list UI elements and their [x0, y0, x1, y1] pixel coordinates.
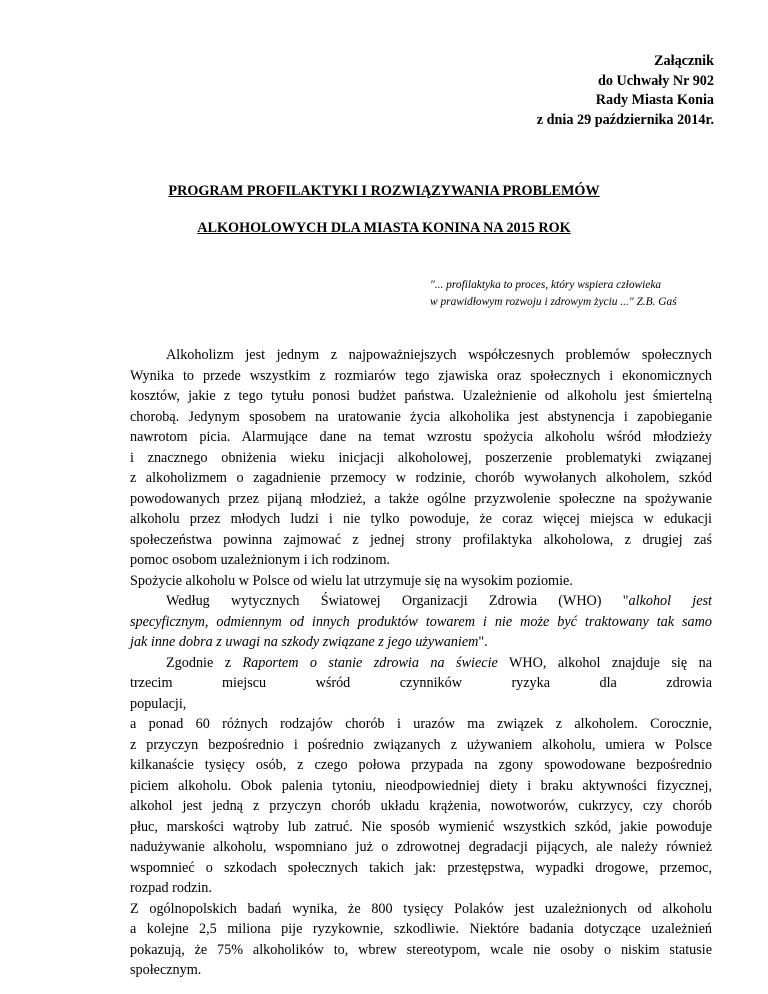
- emphasis-run: jak inne dobra z uwagi na szkody związane z jego używaniem: [130, 634, 479, 650]
- paragraph-1: [130, 345, 712, 571]
- text-line: rozpad rodzin.: [130, 880, 212, 896]
- resolution-date: z dnia 29 października 2014r.: [536, 111, 714, 128]
- body-text: [130, 345, 712, 981]
- resolution-number: do Uchwały Nr 902: [597, 72, 714, 89]
- text-line: [130, 653, 712, 674]
- document-title-line-2: ALKOHOLOWYCH DLA MIASTA KONINA NA 2015 ROK: [197, 220, 571, 236]
- text-line: płuc, marskości wątroby lub zatruć. Nie sposób wymienić wszystkich szkód, jakie powoduje: [130, 818, 712, 835]
- text-line: alkohol jest jedną z przyczyn chorób układu krążenia, nowotworów, cukrzycy, czy chorób: [130, 798, 712, 814]
- text-line: społeczeństwa powinna zajmować z jednej strony profilaktyka alkoholowa, z drugiej zaś: [130, 531, 712, 548]
- council-name: Rady Miasta Konia: [595, 92, 714, 108]
- text-line: pokazują, że 75% alkoholików to, wbrew stereotypom, wcale nie osoby o niskim statusie: [130, 941, 712, 958]
- attachment-header: [537, 52, 714, 130]
- text-line: nawrotom picia. Alarmujące dane na temat wzrostu spożycia alkoholu wśród młodzieży: [130, 429, 712, 445]
- text-line: a ponad 60 różnych rodzajów chorób i urazów ma związek z alkoholem. Corocznie,: [130, 716, 712, 732]
- document-title-line-1: PROGRAM PROFILAKTYKI I ROZWIĄZYWANIA PROBLEMÓW: [168, 183, 600, 199]
- text-line: [130, 632, 712, 653]
- text-line: [130, 591, 712, 612]
- text-line: z przyczyn bezpośrednio i pośrednio związanych z używaniem alkoholu, umiera w Polsce: [130, 736, 712, 753]
- motto-line-2: w prawidłowym rozwoju i zdrowym życiu ..." Z.B. Gaś: [430, 296, 677, 308]
- motto-line-1: "... profilaktyka to proces, który wspiera człowieka: [430, 279, 662, 291]
- text-line: alkoholu przez młodych ludzi i nie tylko powoduje, że coraz więcej miejsca w edukacji: [130, 511, 712, 527]
- attachment-label: Załącznik: [654, 53, 714, 69]
- paragraph-3: [130, 591, 712, 653]
- paragraph-2: [130, 571, 712, 592]
- text-line: pomoc osobom uzależnionym i ich rodzinom.: [130, 552, 391, 568]
- text-line: powodowanych przez pijaną młodzież, a także ogólne przyzwolenie społeczne na spożywanie: [130, 490, 712, 507]
- text-run: ".: [478, 634, 488, 650]
- report-title: Raportem o stanie zdrowia na świecie: [242, 654, 498, 671]
- paragraph-5: [130, 899, 712, 981]
- text-line: [130, 612, 712, 633]
- paragraph-4: [130, 653, 712, 899]
- emphasis-run: specyficznym, odmiennym od innych produktów towarem i nie może być traktowany tak samo: [130, 613, 712, 630]
- text-run: WHO, alkohol znajduje się na: [497, 654, 713, 671]
- text-line: nadużywanie alkoholu, wspomniano już o zdrowotnej degradacji pijących, ale należy również: [130, 839, 712, 855]
- emphasis-run: alkohol jest: [628, 593, 712, 609]
- motto-quote: [430, 277, 677, 311]
- text-line: społecznym.: [130, 962, 202, 978]
- text-line: trzecim miejscu wśród czynników ryzyka dla zdrowia populacji,: [130, 675, 712, 712]
- text-line: piciem alkoholu. Obok palenia tytoniu, nieodpowiedniej diety i braku aktywności fizycznej,: [130, 777, 712, 794]
- text-line: z alkoholizmem o zagadnienie przemocy w rodzinie, chorób wywołanych alkoholem, szkód: [130, 470, 712, 486]
- text-line: i znacznego obniżenia wieku inicjacji alkoholowej, poszerzenie problematyki związanej: [130, 449, 712, 466]
- text-line: Wynika to przede wszystkim z rozmiarów tego zjawiska oraz społecznych i ekonomicznych: [130, 367, 712, 384]
- text-line: wspomnieć o szkodach społecznych takich jak: przestępstwa, wypadki drogowe, przemoc,: [130, 859, 712, 876]
- text-line: Alkoholizm jest jednym z najpoważniejszych współczesnych problemów społecznych: [166, 347, 712, 363]
- text-run: Zgodnie z: [166, 654, 243, 671]
- text-line: kosztów, jakie z tego tytułu ponosi budżet państwa. Uzależnienie od alkoholu jest śmiertelną: [130, 388, 712, 404]
- text-line: Spożycie alkoholu w Polsce od wielu lat utrzymuje się na wysokim poziomie.: [130, 572, 573, 589]
- text-line: kilkanaście tysięcy osób, z czego połowa przypada na zgony spowodowane bezpośrednio: [130, 757, 712, 773]
- text-line: chorobą. Jedynym sposobem na uratowanie życia alkoholika jest abstynencja i zapobieganie: [130, 408, 712, 425]
- text-line: a kolejne 2,5 miliona pije ryzykownie, szkodliwie. Niektóre badania dotyczące uzależnień: [130, 921, 712, 937]
- text-line: Z ogólnopolskich badań wynika, że 800 tysięcy Polaków jest uzależnionych od alkoholu: [130, 900, 712, 917]
- text-run: Według wytycznych Światowej Organizacji Zdrowia (WHO) ": [166, 593, 629, 609]
